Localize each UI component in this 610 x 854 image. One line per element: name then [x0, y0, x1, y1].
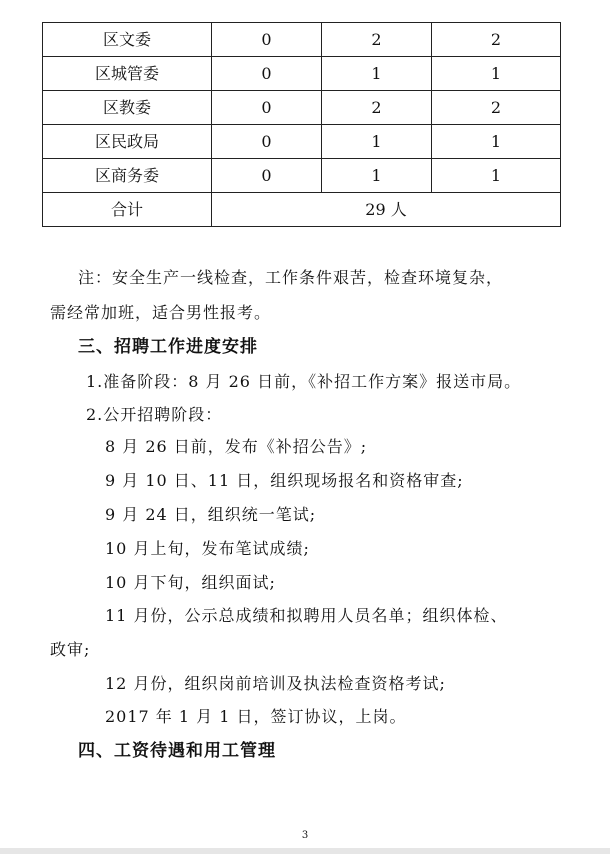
table-cell: 2: [322, 91, 432, 125]
section-4-heading: 四、工资待遇和用工管理: [78, 741, 276, 761]
table-row: [43, 57, 561, 91]
table-cell-dept: 区民政局: [43, 125, 212, 159]
table-cell-dept: 区文委: [43, 23, 212, 57]
table-cell: 1: [322, 125, 432, 159]
schedule-entry: 9 月 24 日，组织统一笔试;: [105, 505, 317, 524]
note-line-2: 需经常加班，适合男性报考。: [50, 303, 272, 322]
schedule-entry: 10 月上旬，发布笔试成绩;: [105, 539, 310, 558]
section-3-heading: 三、招聘工作进度安排: [78, 337, 258, 357]
total-value: 29 人: [212, 193, 561, 227]
schedule-entry: 9 月 10 日、11 日，组织现场报名和资格审查;: [105, 471, 464, 490]
schedule-entry-continued: 政审;: [50, 640, 91, 659]
schedule-entry: 8 月 26 日前，发布《补招公告》;: [105, 437, 368, 456]
schedule-item-1: 1.准备阶段：8 月 26 日前，《补招工作方案》报送市局。: [86, 372, 522, 391]
page-bottom-edge: [0, 848, 610, 854]
table-cell: 0: [212, 91, 322, 125]
schedule-entry: 10 月下旬，组织面试;: [105, 573, 276, 592]
schedule-entry: 2017 年 1 月 1 日，签订协议，上岗。: [105, 707, 407, 726]
schedule-entry: 11 月份，公示总成绩和拟聘用人员名单；组织体检、: [105, 606, 508, 625]
total-label: 合计: [43, 193, 212, 227]
table-cell-dept: 区教委: [43, 91, 212, 125]
staffing-table: [42, 22, 561, 227]
table-cell: 0: [212, 159, 322, 193]
table-cell: 1: [322, 159, 432, 193]
table-cell-dept: 区商务委: [43, 159, 212, 193]
schedule-item-2: 2.公开招聘阶段：: [86, 405, 223, 424]
table-cell: 2: [432, 23, 561, 57]
table-cell-dept: 区城管委: [43, 57, 212, 91]
table-row: [43, 125, 561, 159]
schedule-entry: 12 月份，组织岗前培训及执法检查资格考试;: [105, 674, 446, 693]
table-cell: 1: [322, 57, 432, 91]
table-cell: 2: [322, 23, 432, 57]
table-cell: 0: [212, 125, 322, 159]
table-row: [43, 159, 561, 193]
table-cell: 1: [432, 159, 561, 193]
page-number: 3: [301, 830, 309, 841]
table-row: [43, 23, 561, 57]
table-cell: 0: [212, 57, 322, 91]
table-cell: 1: [432, 125, 561, 159]
table-cell: 0: [212, 23, 322, 57]
table-cell: 1: [432, 57, 561, 91]
note-line-1: 注：安全生产一线检查，工作条件艰苦，检查环境复杂，: [78, 268, 504, 287]
table-total-row: [43, 193, 561, 227]
table-row: [43, 91, 561, 125]
table-cell: 2: [432, 91, 561, 125]
